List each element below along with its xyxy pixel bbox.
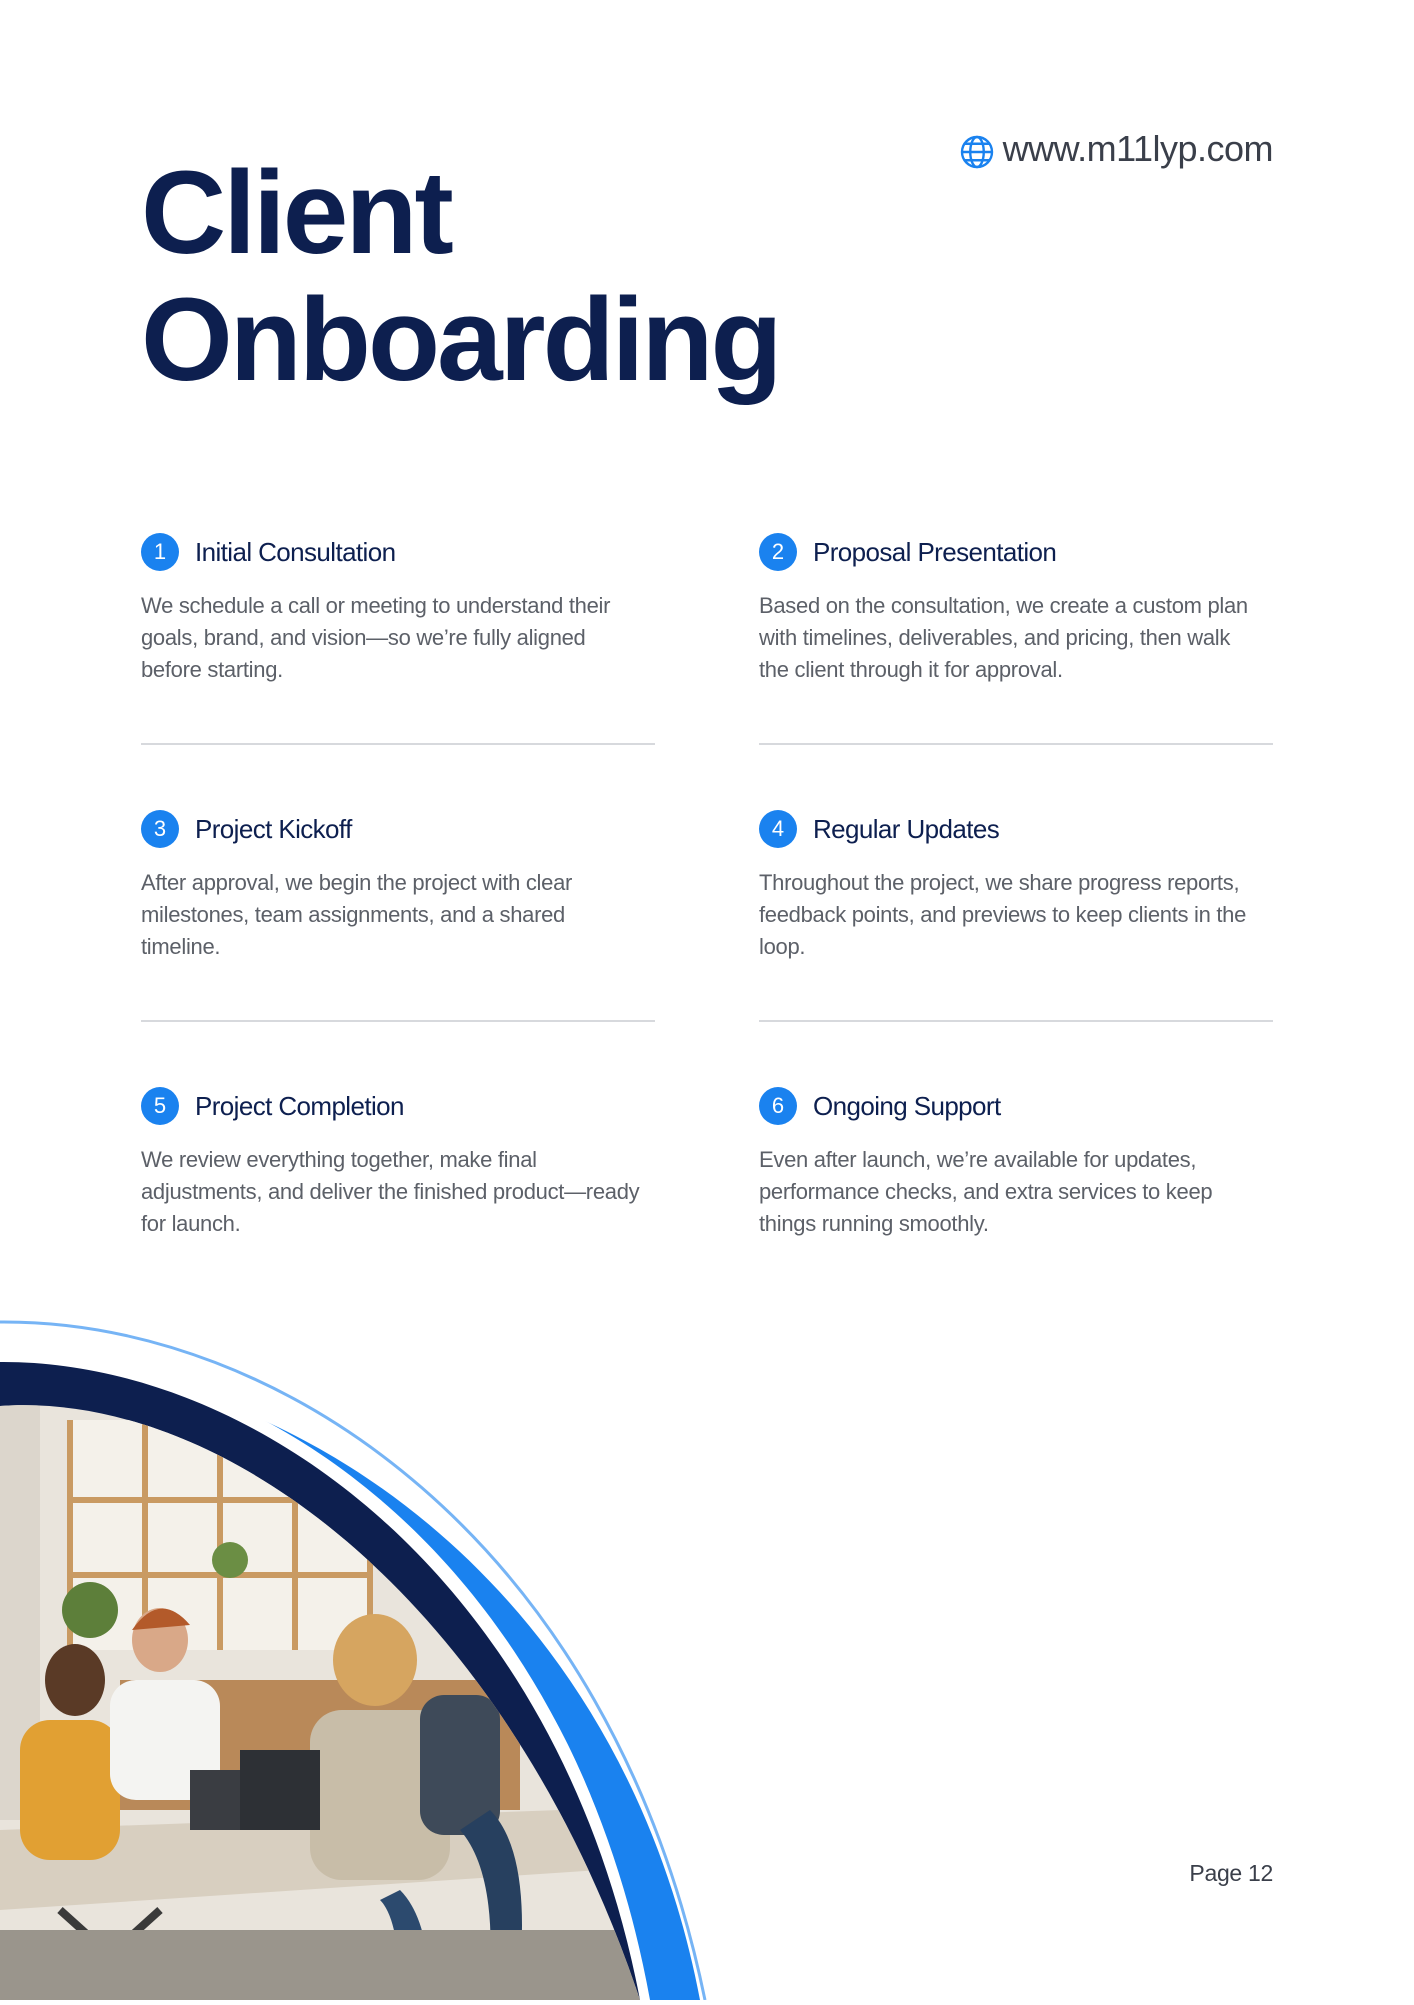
step-card (141, 809, 655, 1086)
step-header (759, 532, 1273, 572)
step-description: We schedule a call or meeting to understand their goals, brand, and vision—so we’re fully aligned before starting. (141, 593, 611, 682)
team-photo-arc (0, 1310, 720, 2000)
step-description: Even after launch, we’re available for updates, performance checks, and extra services to keep things running smoothly. (759, 1147, 1213, 1236)
step-description: Throughout the project, we share progress reports, feedback points, and previews to keep clients in the loop. (759, 870, 1247, 959)
divider (759, 1020, 1273, 1022)
step-title: Initial Consultation (195, 536, 396, 567)
divider (141, 743, 655, 745)
step-description: We review everything together, make final adjustments, and deliver the finished product—ready for launch. (141, 1147, 640, 1236)
step-description: After approval, we begin the project with clear milestones, team assignments, and a shared timeline. (141, 870, 573, 959)
step-number-badge: 3 (141, 810, 179, 848)
page-number: Page 12 (1189, 1860, 1273, 1886)
step-header (759, 1086, 1273, 1126)
step-description: Based on the consultation, we create a custom plan with timelines, deliverables, and pricing, then walk the client through it for approval. (759, 593, 1248, 682)
website-url: www.m11lyp.com (1002, 128, 1273, 169)
globe-icon (959, 134, 995, 170)
step-title: Project Completion (195, 1090, 404, 1121)
step-card (141, 532, 655, 809)
team-photo-illustration (0, 1310, 720, 2000)
step-title: Ongoing Support (813, 1090, 1001, 1121)
step-header (141, 532, 655, 572)
step-number-badge: 5 (141, 1087, 179, 1125)
step-card (759, 532, 1273, 809)
step-header (141, 1086, 655, 1126)
divider (141, 1020, 655, 1022)
title-line-1: Client (141, 147, 451, 279)
step-card (759, 1086, 1273, 1363)
step-card (759, 809, 1273, 1086)
website-link[interactable] (959, 128, 1273, 170)
step-title: Regular Updates (813, 813, 1000, 844)
step-number-badge: 1 (141, 533, 179, 571)
divider (759, 743, 1273, 745)
step-number-badge: 6 (759, 1087, 797, 1125)
step-header (141, 809, 655, 849)
page-title (141, 147, 780, 406)
step-header (759, 809, 1273, 849)
title-line-2: Onboarding (141, 274, 780, 406)
onboarding-steps (141, 532, 1273, 1363)
step-title: Proposal Presentation (813, 536, 1057, 567)
step-title: Project Kickoff (195, 813, 352, 844)
step-number-badge: 4 (759, 810, 797, 848)
step-number-badge: 2 (759, 533, 797, 571)
